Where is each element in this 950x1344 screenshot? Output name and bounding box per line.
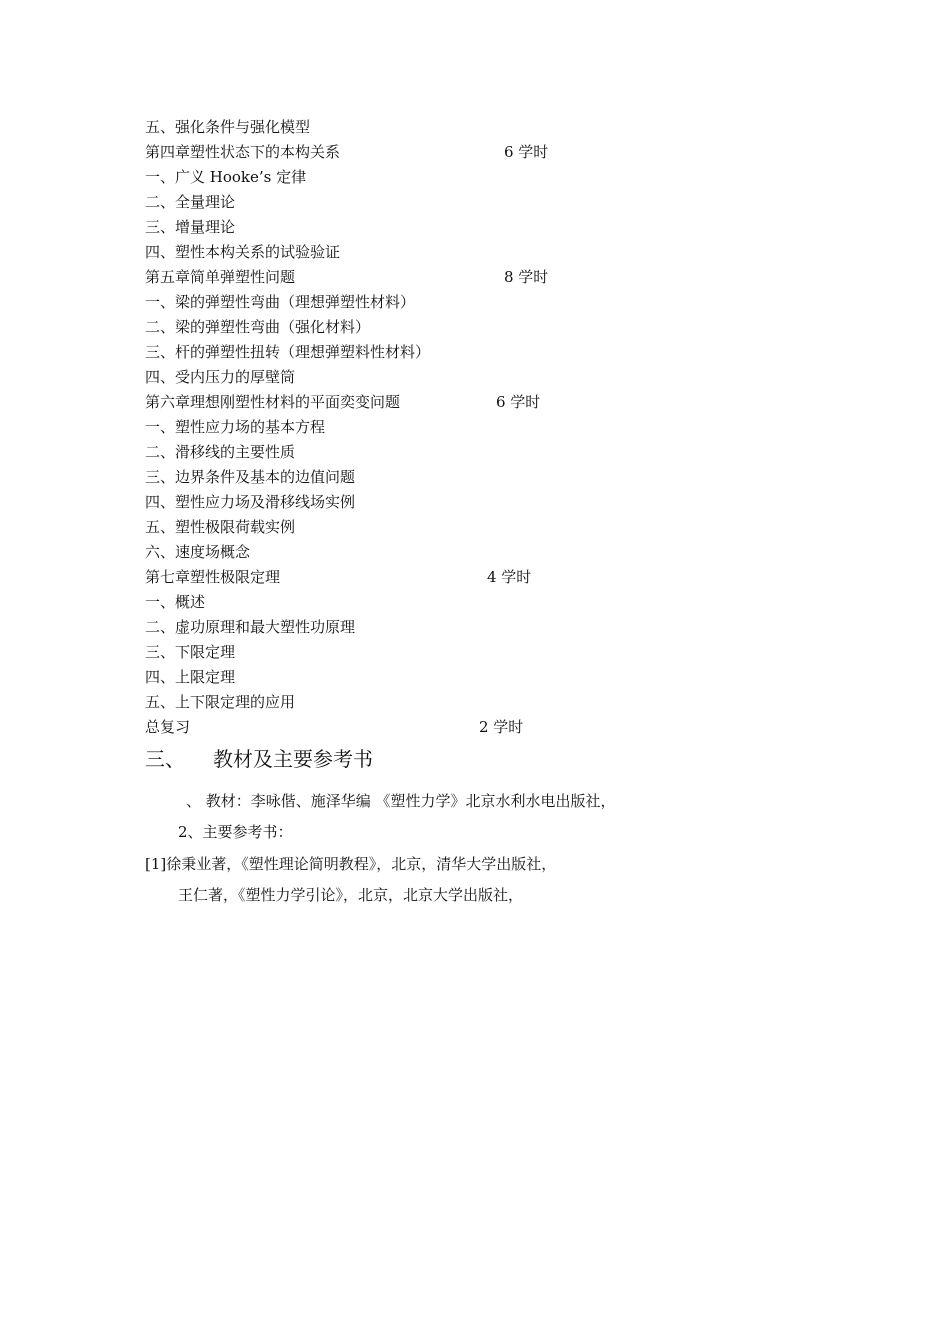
outline-line: 二、滑移线的主要性质 xyxy=(145,443,296,461)
outline-line: 五、强化条件与强化模型 xyxy=(145,118,311,136)
outline-line: 六、速度场概念 xyxy=(145,543,251,561)
reference-2: 王仁著，《塑性力学引论》，北京，北京大学出版社， xyxy=(178,886,524,904)
chapter-5-hours: 8 学时 xyxy=(504,268,549,286)
outline-line: 四、受内压力的厚壁筒 xyxy=(145,368,296,386)
outline-line: 四、塑性应力场及滑移线场实例 xyxy=(145,493,356,511)
outline-line: 五、上下限定理的应用 xyxy=(145,693,296,711)
chapter-4-title: 第四章塑性状态下的本构关系 xyxy=(145,143,341,161)
outline-line: 四、上限定理 xyxy=(145,668,236,686)
chapter-6-hours: 6 学时 xyxy=(496,393,541,411)
section-3-heading xyxy=(145,745,373,773)
outline-line: 一、梁的弹塑性弯曲（理想弹塑性材料） xyxy=(145,293,416,311)
chapter-6-title: 第六章理想刚塑性材料的平面奕变问题 xyxy=(145,393,401,411)
chapter-7-hours: 4 学时 xyxy=(487,568,532,586)
textbook-line: 、 教材：李咏偕、施泽华编 《塑性力学》北京水利水电出版社， xyxy=(186,792,616,810)
references-heading: 2、主要参考书： xyxy=(178,823,293,841)
outline-line: 二、虚功原理和最大塑性功原理 xyxy=(145,618,356,636)
outline-line: 一、广义 Hooke’s 定律 xyxy=(145,168,307,186)
review-title: 总复习 xyxy=(145,718,191,736)
chapter-4-hours: 6 学时 xyxy=(504,143,549,161)
outline-line: 三、边界条件及基本的边值问题 xyxy=(145,468,356,486)
outline-line: 三、下限定理 xyxy=(145,643,236,661)
outline-line: 一、塑性应力场的基本方程 xyxy=(145,418,326,436)
outline-line: 三、增量理论 xyxy=(145,218,236,236)
outline-line: 四、塑性本构关系的试验验证 xyxy=(145,243,341,261)
section-3-title: 教材及主要参考书 xyxy=(213,747,373,771)
outline-line: 二、全量理论 xyxy=(145,193,236,211)
chapter-5-title: 第五章简单弹塑性问题 xyxy=(145,268,296,286)
outline-line: 一、概述 xyxy=(145,593,206,611)
outline-line: 五、塑性极限荷载实例 xyxy=(145,518,296,536)
reference-1: [1]徐秉业著，《塑性理论简明教程》，北京，清华大学出版社， xyxy=(145,855,557,873)
outline-line: 三、杆的弹塑性扭转（理想弹塑料性材料） xyxy=(145,343,431,361)
section-3-number: 三、 xyxy=(145,747,185,771)
outline-line: 二、梁的弹塑性弯曲（强化材料） xyxy=(145,318,371,336)
review-hours: 2 学时 xyxy=(479,718,524,736)
chapter-7-title: 第七章塑性极限定理 xyxy=(145,568,281,586)
